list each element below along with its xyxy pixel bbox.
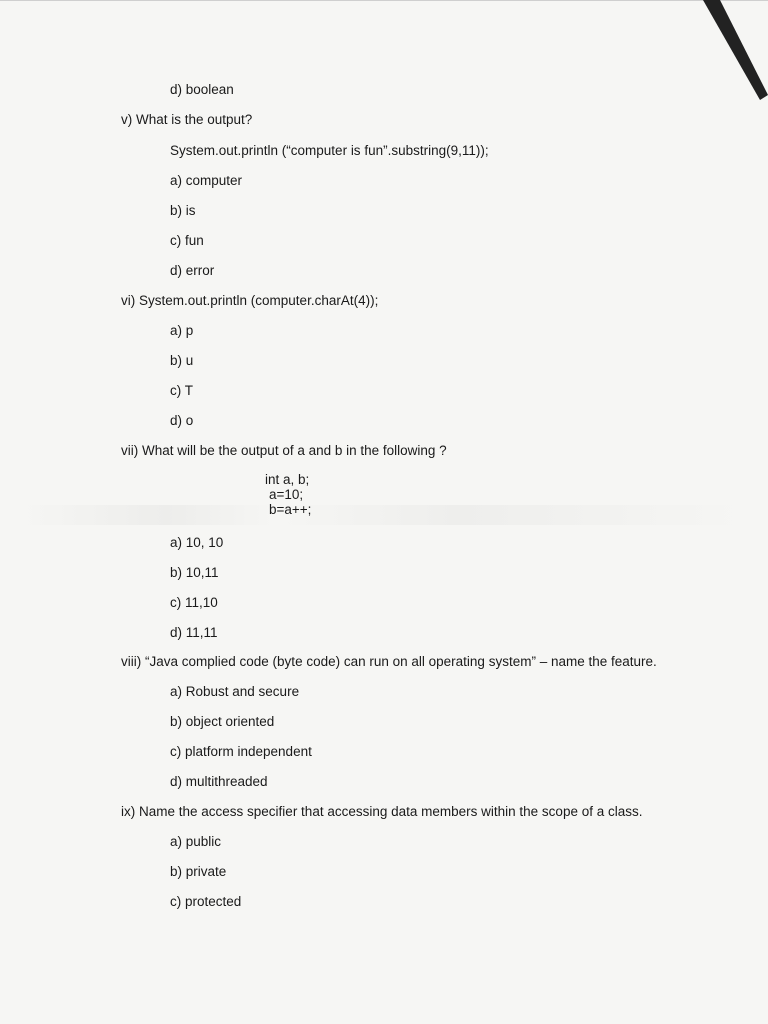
q5-option-a: a) computer [170, 173, 243, 188]
q7-option-a: a) 10, 10 [170, 535, 224, 550]
q7-code-block [265, 472, 311, 517]
q7-code-line-1: int a, b; [265, 472, 310, 487]
q8-option-c: c) platform independent [170, 744, 312, 759]
q6-option-b: b) u [170, 353, 194, 368]
q5-option-d: d) error [170, 263, 215, 278]
q8-question: viii) “Java complied code (byte code) can run on all operating system” – name the feature. [121, 654, 657, 669]
q8-option-a: a) Robust and secure [170, 684, 300, 699]
q4-option-d: d) boolean [170, 82, 234, 97]
q6-question: vi) System.out.println (computer.charAt(4)); [121, 293, 379, 308]
q8-option-b: b) object oriented [170, 714, 275, 729]
q9-question: ix) Name the access specifier that accessing data members within the scope of a class. [121, 804, 643, 819]
q5-option-c: c) fun [170, 233, 204, 248]
q9-option-a: a) public [170, 834, 222, 849]
page-top-edge [0, 0, 768, 3]
q9-option-b: b) private [170, 864, 227, 879]
folded-corner-mark [698, 0, 768, 100]
q7-option-b: b) 10,11 [170, 565, 219, 580]
q6-option-a: a) p [170, 323, 194, 338]
q5-option-b: b) is [170, 203, 196, 218]
q7-option-c: c) 11,10 [170, 595, 218, 610]
q5-question: v) What is the output? [121, 112, 253, 127]
q7-code-line-3: b=a++; [269, 502, 312, 517]
q6-option-c: c) T [170, 383, 193, 398]
q8-option-d: d) multithreaded [170, 774, 268, 789]
q7-code-line-2: a=10; [269, 487, 304, 502]
q9-option-c: c) protected [170, 894, 242, 909]
q5-code: System.out.println (“computer is fun”.substring(9,11)); [170, 143, 489, 158]
q7-option-d: d) 11,11 [170, 625, 218, 640]
q6-option-d: d) o [170, 413, 194, 428]
scan-smudge [20, 505, 750, 525]
q7-question: vii) What will be the output of a and b in the following ? [121, 443, 447, 458]
